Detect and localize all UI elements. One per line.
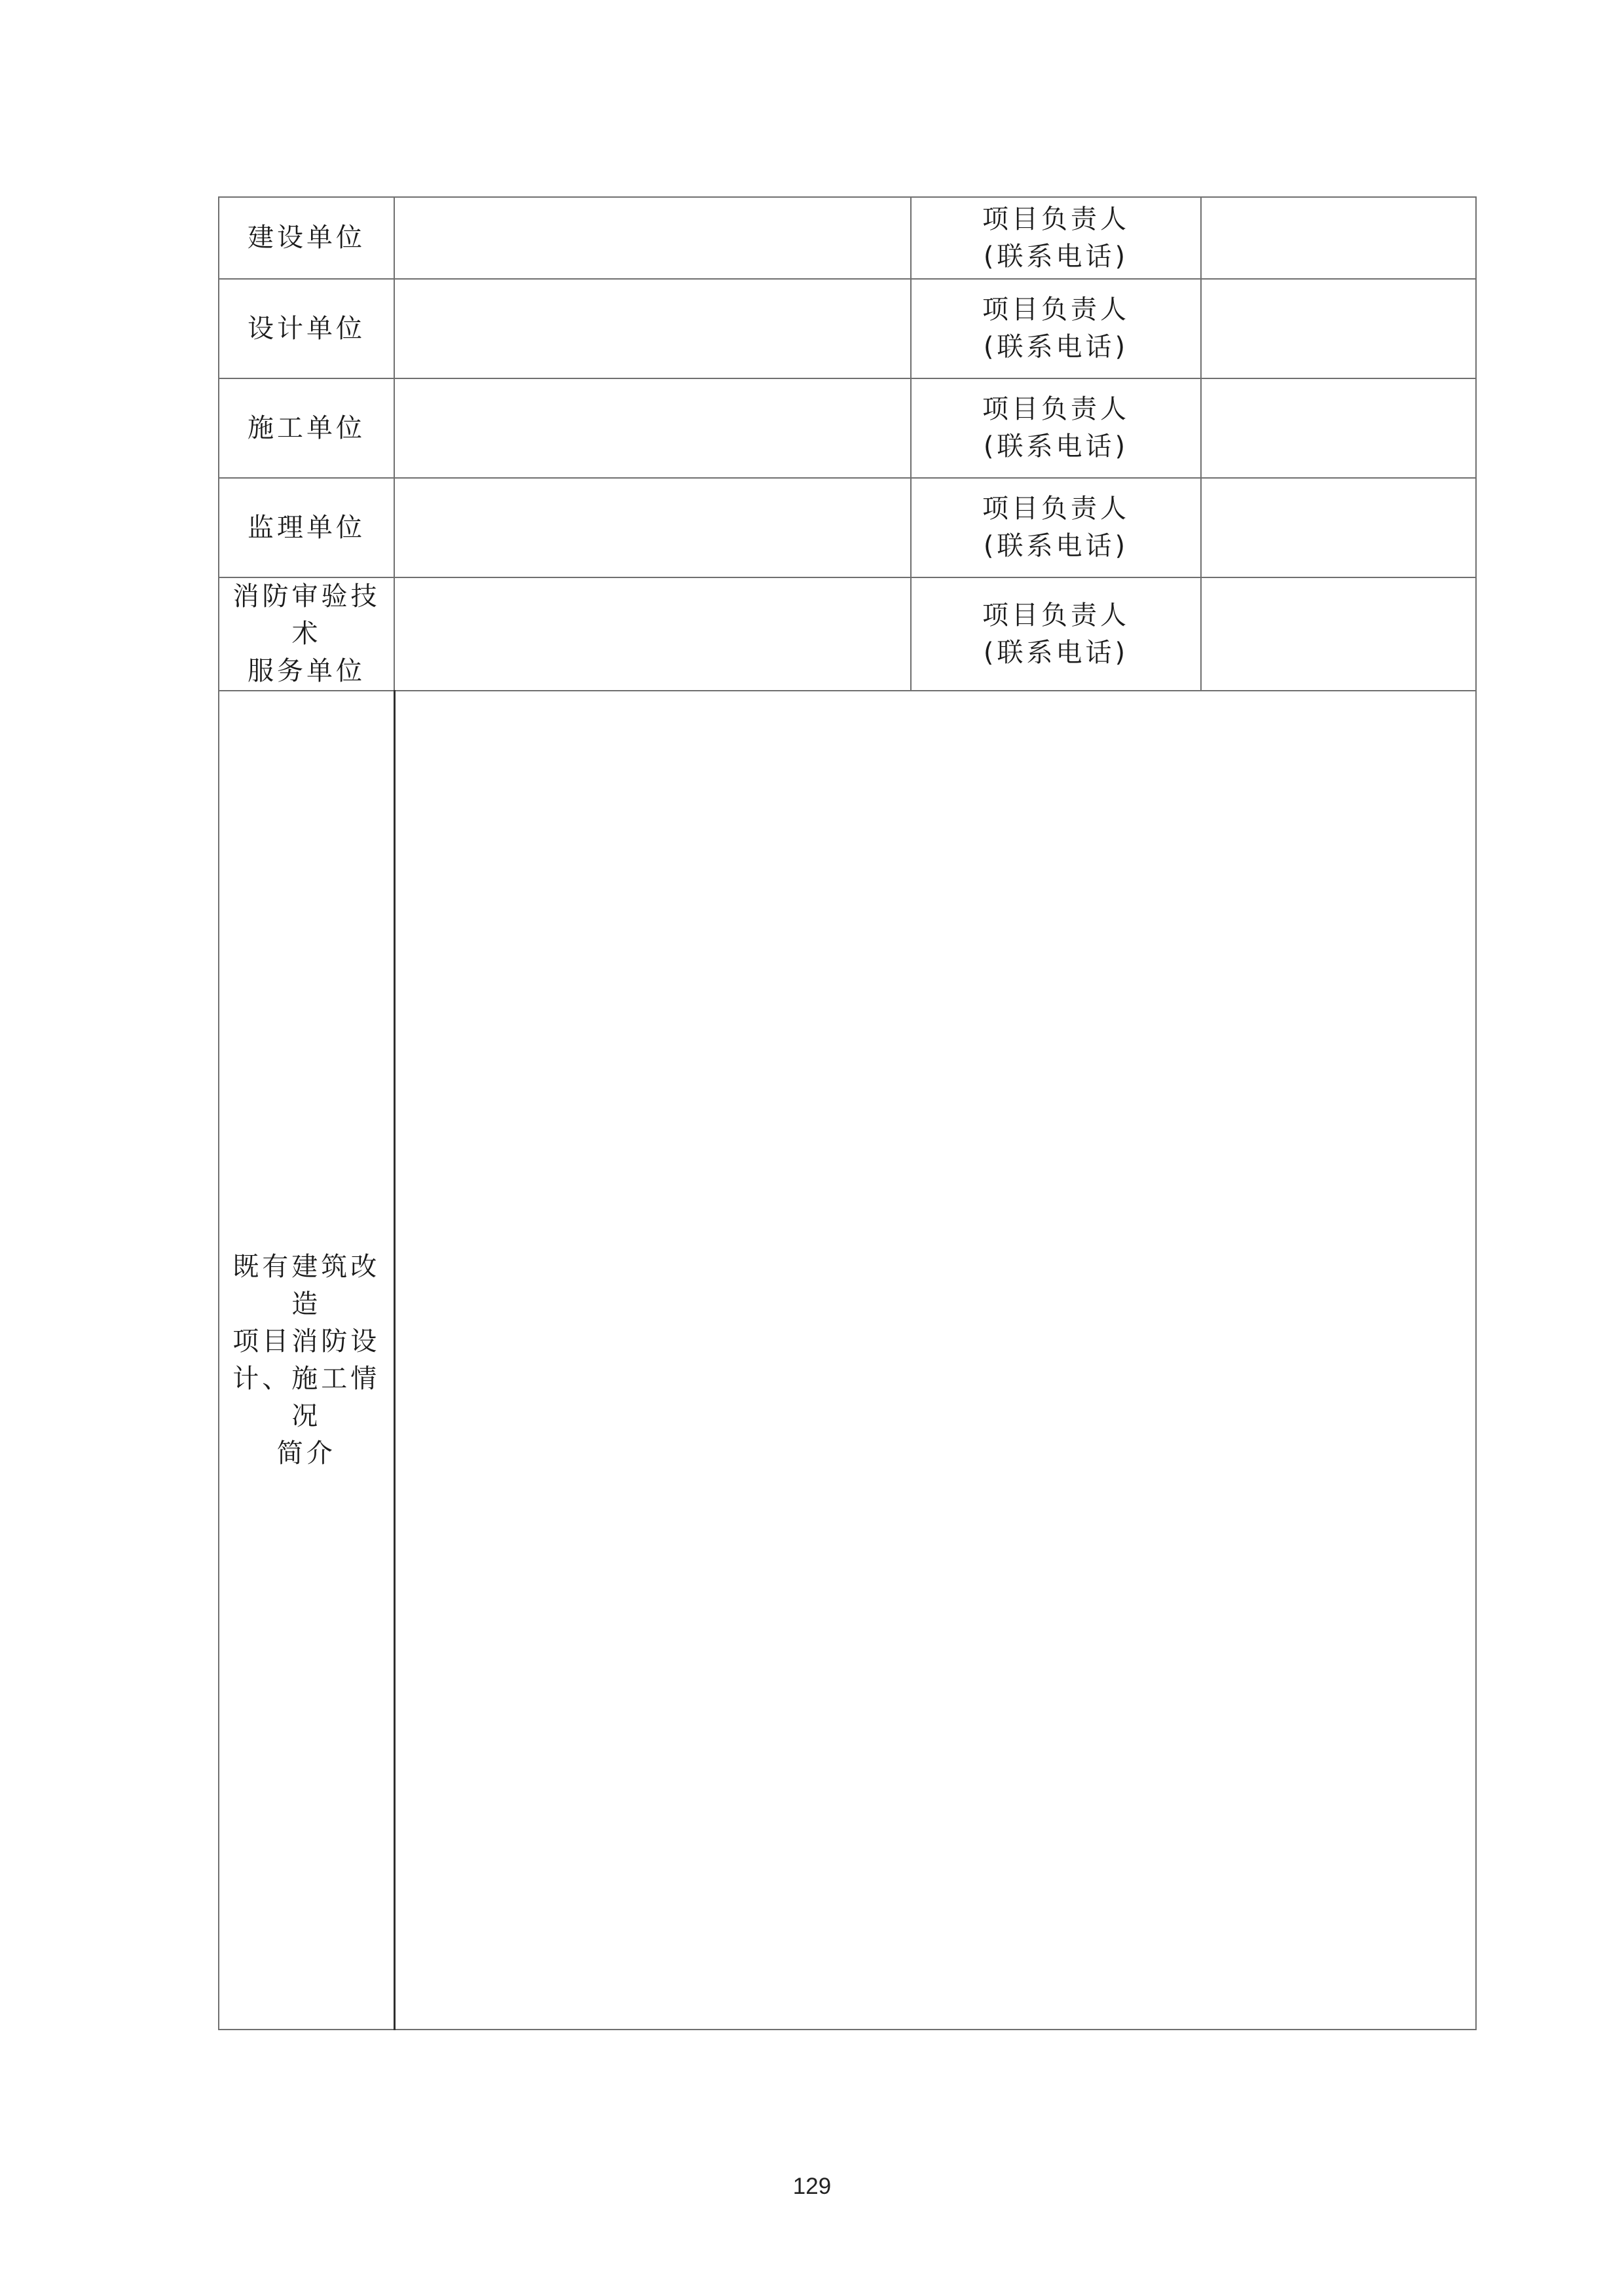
- builder-unit-contact-label: [911, 378, 1201, 478]
- contact-label-line2: (联系电话): [983, 332, 1129, 362]
- contact-label-line1: 项目负责人: [982, 494, 1130, 524]
- form-row-project-summary: [219, 691, 1476, 2030]
- summary-label-line1: 既有建筑改造: [232, 1251, 380, 1319]
- form-row-fire-review-service-unit: [219, 577, 1476, 691]
- form-row-supervision-unit: [219, 478, 1476, 577]
- design-unit-contact-field[interactable]: [1201, 279, 1476, 378]
- fire-review-label-line2: 服务单位: [248, 656, 365, 686]
- project-summary-field[interactable]: [394, 691, 1476, 2030]
- contact-label-line2: (联系电话): [983, 241, 1129, 272]
- design-unit-label: [219, 279, 394, 378]
- construction-unit-label: [219, 197, 394, 279]
- contact-label-line1: 项目负责人: [982, 295, 1130, 325]
- design-unit-contact-label: [911, 279, 1201, 378]
- builder-unit-label: [219, 378, 394, 478]
- summary-label-line4: 简介: [276, 1438, 336, 1468]
- fire-review-label-line1: 消防审验技术: [232, 581, 380, 649]
- supervision-unit-label-text: 监理单位: [248, 512, 365, 543]
- design-unit-label-text: 设计单位: [248, 313, 365, 344]
- fire-review-service-unit-contact-label: [911, 577, 1201, 691]
- builder-unit-field[interactable]: [394, 378, 911, 478]
- contact-label-line2: (联系电话): [983, 431, 1129, 462]
- contact-label-line2: (联系电话): [983, 637, 1129, 668]
- project-summary-label: [219, 691, 394, 2030]
- construction-unit-field[interactable]: [394, 197, 911, 279]
- contact-label-line1: 项目负责人: [982, 600, 1130, 630]
- form-row-construction-unit: [219, 197, 1476, 279]
- supervision-unit-contact-label: [911, 478, 1201, 577]
- form-row-builder-unit: [219, 378, 1476, 478]
- construction-unit-contact-label: [911, 197, 1201, 279]
- summary-label-line2: 项目消防设: [232, 1326, 380, 1357]
- supervision-unit-field[interactable]: [394, 478, 911, 577]
- form-row-design-unit: [219, 279, 1476, 378]
- contact-label-line1: 项目负责人: [982, 394, 1130, 424]
- construction-unit-contact-field[interactable]: [1201, 197, 1476, 279]
- construction-unit-label-text: 建设单位: [248, 223, 365, 253]
- builder-unit-label-text: 施工单位: [248, 412, 365, 443]
- supervision-unit-contact-field[interactable]: [1201, 478, 1476, 577]
- contact-label-line2: (联系电话): [983, 531, 1129, 561]
- summary-label-line3: 计、施工情况: [232, 1363, 380, 1431]
- fire-review-service-unit-label: [219, 577, 394, 691]
- contact-label-line1: 项目负责人: [982, 204, 1130, 234]
- page-number: 129: [792, 2174, 832, 2199]
- supervision-unit-label: [219, 478, 394, 577]
- builder-unit-contact-field[interactable]: [1201, 378, 1476, 478]
- fire-review-service-unit-field[interactable]: [394, 577, 911, 691]
- project-info-form: [218, 196, 1477, 2030]
- fire-review-service-unit-contact-field[interactable]: [1201, 577, 1476, 691]
- design-unit-field[interactable]: [394, 279, 911, 378]
